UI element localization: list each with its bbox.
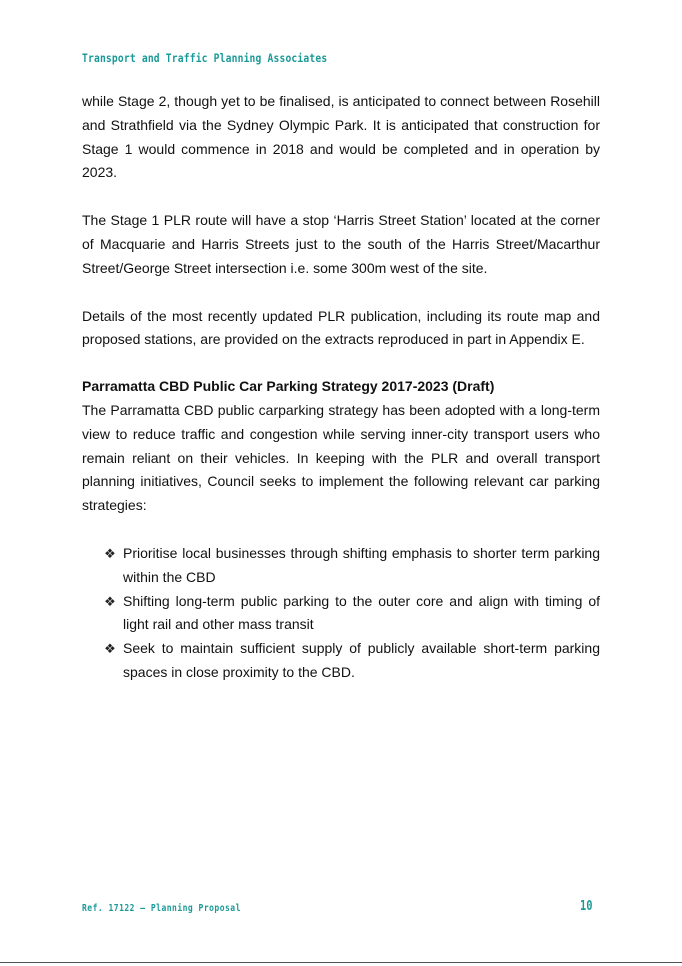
footer-reference: Ref. 17122 – Planning Proposal	[82, 903, 241, 914]
paragraph-stage1-route: The Stage 1 PLR route will have a stop ‘Harris Street Station’ located at the corner of Macquarie and Harris Streets just to the south of the Harris Street/Macarthur Street/George Street intersection i.e. some 300m west of the site.	[82, 212, 600, 276]
list-item	[82, 542, 600, 590]
section-intro: The Parramatta CBD public carparking strategy has been adopted with a long-term view to reduce traffic and congestion while serving inner-city transport users who remain reliant on their vehicles. In keeping with the PLR and overall transport planning initiatives, Council seeks to implement the following relevant car parking strategies:	[82, 401, 600, 514]
diamond-bullet-icon: ❖	[104, 593, 116, 609]
header-company-name: Transport and Traffic Planning Associates	[82, 51, 328, 65]
page-number: 10	[580, 899, 593, 914]
diamond-bullet-icon: ❖	[104, 641, 116, 657]
list-item-text: Shifting long-term public parking to the outer core and align with timing of light rail and other mass transit	[123, 592, 600, 633]
strategy-list	[82, 542, 600, 685]
bottom-divider	[0, 962, 682, 963]
section-heading: Parramatta CBD Public Car Parking Strategy 2017-2023 (Draft)	[82, 378, 495, 395]
list-item-text: Prioritise local businesses through shifting emphasis to shorter term parking within the CBD	[123, 544, 600, 585]
paragraph-plr-details: Details of the most recently updated PLR publication, including its route map and proposed stations, are provided on the extracts reproduced in part in Appendix E.	[82, 307, 600, 348]
document-body	[82, 90, 600, 685]
list-item-text: Seek to maintain sufficient supply of publicly available short-term parking spaces in close proximity to the CBD.	[123, 640, 600, 680]
list-item	[82, 637, 600, 685]
diamond-bullet-icon: ❖	[104, 545, 116, 561]
list-item	[82, 590, 600, 638]
paragraph-stage2: while Stage 2, though yet to be finalised, is anticipated to connect between Rosehill and Strathfield via the Sydney Olympic Park. It is anticipated that construction for Stage 1 would commence in 2018 and would be completed and in operation by 2023.	[82, 93, 600, 181]
